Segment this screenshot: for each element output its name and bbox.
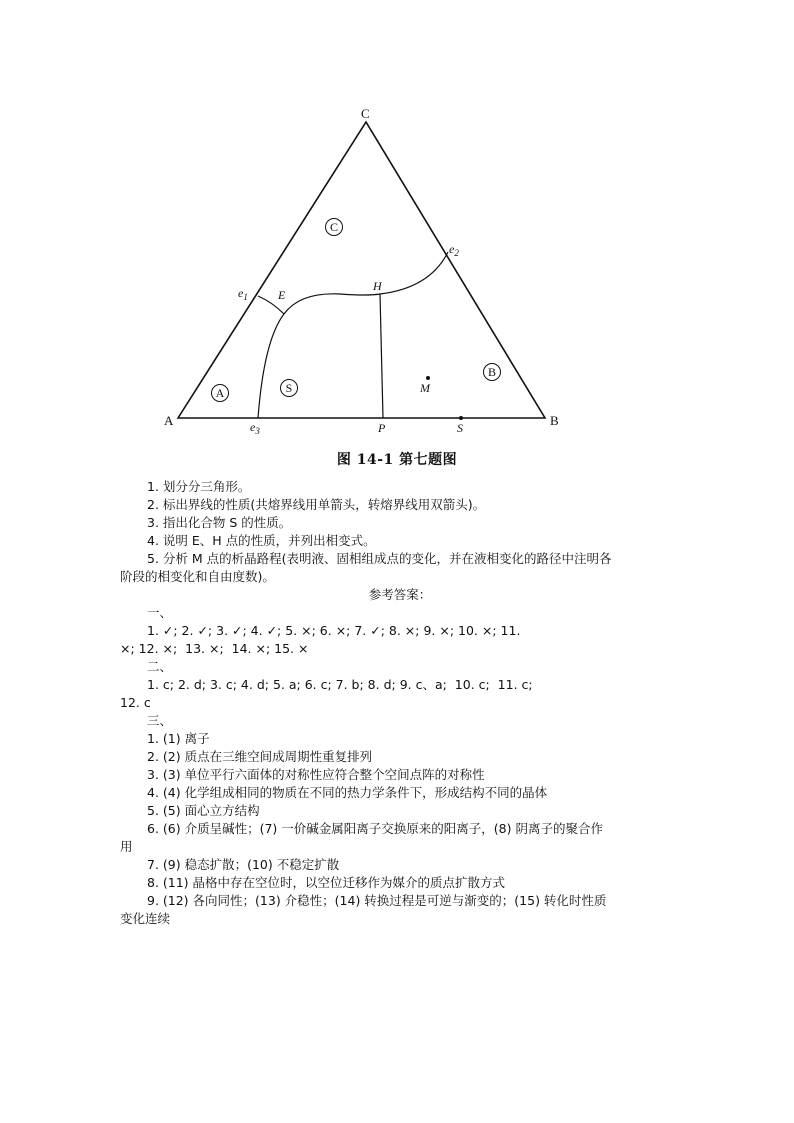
question-2: 2. 标出界线的性质(共熔界线用单箭头，转熔界线用双箭头)。: [147, 497, 486, 512]
section-3-item-9: 9. (12) 各向同性；(13) 介稳性；(14) 转换过程是可逆与渐变的；(15) 转化时性质: [147, 893, 607, 908]
section-3-item-1: 1. (1) 离子: [147, 731, 210, 746]
label-e3: $e_3$: [250, 420, 260, 436]
question-5-continuation: 阶段的相变化和自由度数)。: [120, 569, 275, 584]
point-M-marker: [426, 376, 430, 380]
ternary-phase-diagram: [150, 98, 590, 443]
section-1-heading: 一、: [147, 605, 173, 620]
label-S: S: [457, 421, 463, 435]
svg-text:C: C: [329, 220, 339, 234]
label-M: M: [420, 381, 430, 395]
label-e2: $e_2$: [449, 242, 459, 258]
section-3-item-3: 3. (3) 单位平行六面体的对称性应符合整个空间点阵的对称性: [147, 767, 485, 782]
point-S-marker: [459, 416, 463, 420]
section-3-item-2: 2. (2) 质点在三维空间成周期性重复排列: [147, 749, 373, 764]
vertex-label-A: A: [164, 413, 174, 428]
section-3-item-6-continuation: 用: [120, 839, 133, 854]
vertex-label-C: C: [361, 106, 370, 121]
label-H: H: [373, 279, 382, 293]
section-2-heading: 二、: [147, 659, 173, 674]
question-1: 1. 划分分三角形。: [147, 479, 251, 494]
region-label-C: [326, 219, 343, 236]
section-3-item-5: 5. (5) 面心立方结构: [147, 803, 260, 818]
section-1-line-1: 1. ✓; 2. ✓; 3. ✓; 4. ✓; 5. ×; 6. ×; 7. ✓; 8. ×; 9. ×; 10. ×; 11.: [147, 623, 521, 638]
section-2-line-1: 1. c; 2. d; 3. c; 4. d; 5. a; 6. c; 7. b; 8. d; 9. c、a; 10. c; 11. c;: [147, 677, 533, 692]
label-E: E: [278, 288, 286, 302]
region-label-S: [281, 380, 298, 397]
question-4: 4. 说明 E、H 点的性质，并列出相变式。: [147, 533, 376, 548]
svg-text:S: S: [285, 381, 293, 395]
label-e1: $e_1$: [238, 286, 248, 302]
boundary-E-e3: [258, 314, 284, 418]
region-label-A: [212, 385, 229, 402]
question-5: 5. 分析 M 点的析晶路程(表明液、固相组成点的变化，并在液相变化的路径中注明各: [147, 551, 612, 566]
section-3-item-9-continuation: 变化连续: [120, 911, 171, 926]
region-label-B: [484, 364, 501, 381]
vertex-label-B: B: [550, 413, 559, 428]
svg-text:B: B: [487, 365, 497, 379]
section-2-line-2: 12. c: [120, 695, 151, 710]
section-3-item-6: 6. (6) 介质呈碱性；(7) 一价碱金属阳离子交换原来的阳离子，(8) 阴离子的聚合作: [147, 821, 603, 836]
section-3-item-8: 8. (11) 晶格中存在空位时，以空位迁移作为媒介的质点扩散方式: [147, 875, 506, 890]
boundary-E-H: [284, 294, 380, 314]
text-body: [120, 478, 680, 928]
label-P: P: [378, 421, 386, 435]
section-1-line-2: ×; 12. ×; 13. ×; 14. ×; 15. ×: [120, 641, 309, 656]
boundary-H-e2: [380, 252, 448, 294]
svg-text:A: A: [215, 386, 225, 400]
section-3-item-4: 4. (4) 化学组成相同的物质在不同的热力学条件下，形成结构不同的晶体: [147, 785, 548, 800]
section-3-item-7: 7. (9) 稳态扩散；(10) 不稳定扩散: [147, 857, 340, 872]
section-3-heading: 三、: [147, 713, 173, 728]
boundary-H-P: [380, 294, 383, 418]
question-3: 3. 指出化合物 S 的性质。: [147, 515, 292, 530]
answers-title: 参考答案：: [368, 587, 432, 602]
figure-caption: 图 14-1 第七题图: [336, 452, 458, 468]
